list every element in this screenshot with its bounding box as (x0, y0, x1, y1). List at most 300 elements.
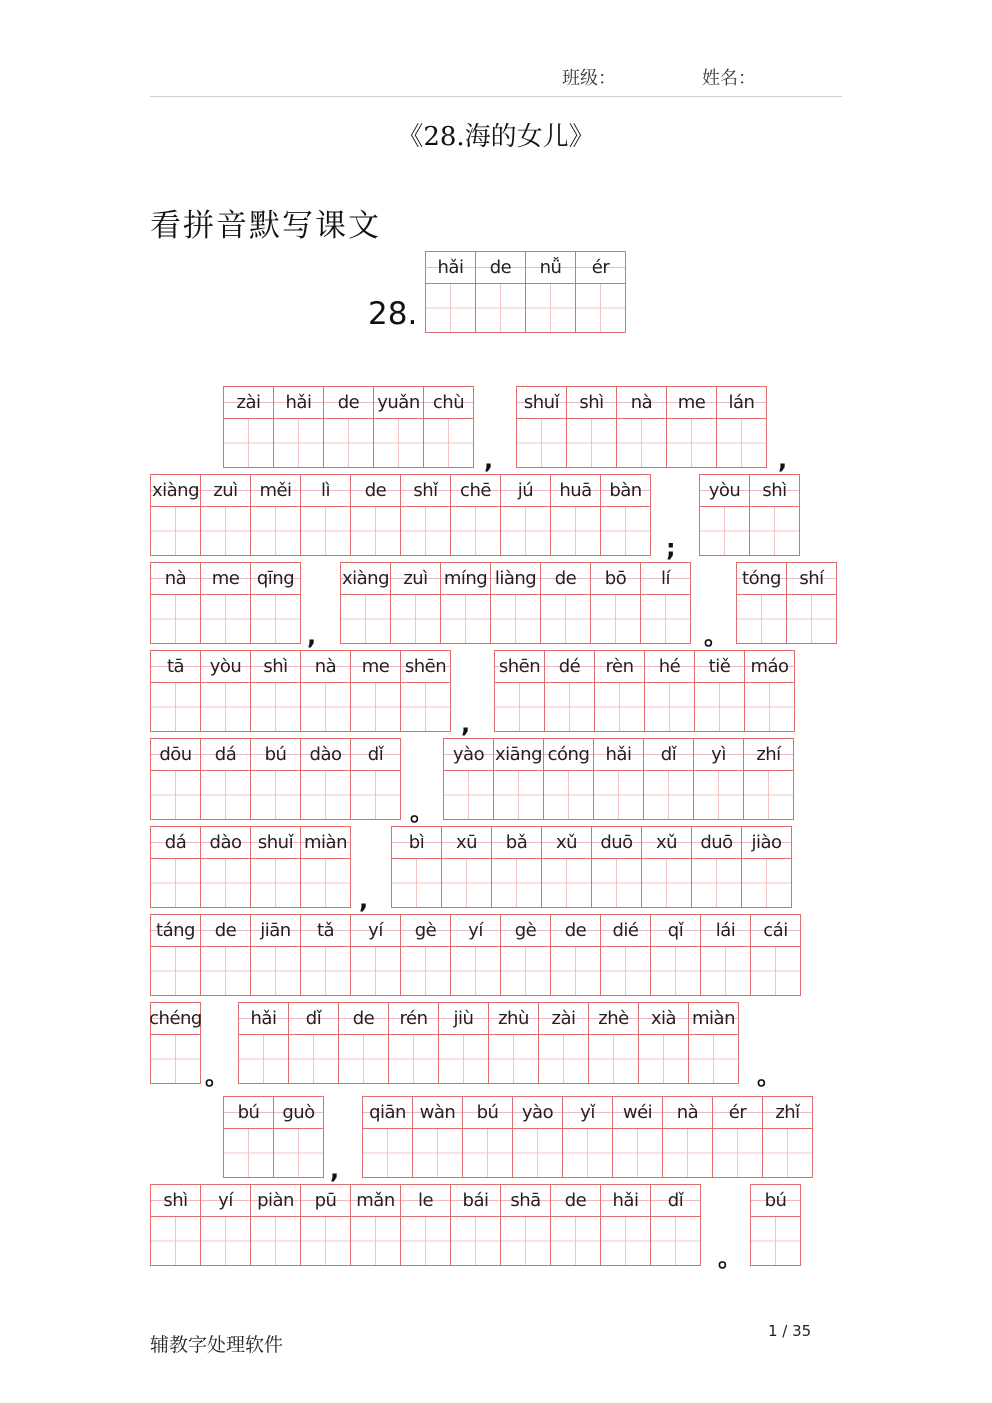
pinyin-label: nà (151, 563, 200, 595)
hanzi-writing-box[interactable] (642, 859, 691, 907)
pinyin-label: zài (224, 387, 273, 419)
hanzi-writing-box[interactable] (201, 771, 250, 819)
hanzi-writing-box[interactable] (651, 947, 700, 995)
pinyin-label: jiào (742, 827, 791, 859)
pinyin-label: dié (601, 915, 650, 947)
hanzi-writing-box[interactable] (601, 1217, 650, 1265)
pinyin-label: zuì (201, 475, 250, 507)
pinyin-label: shì (567, 387, 616, 419)
hanzi-writing-box[interactable] (592, 859, 641, 907)
hanzi-writing-box[interactable] (239, 1035, 288, 1083)
char-box (412, 1096, 463, 1178)
pinyin-label: bàn (601, 475, 650, 507)
char-box (440, 562, 491, 644)
hanzi-writing-box[interactable] (545, 683, 594, 731)
char-box (400, 474, 451, 556)
hanzi-writing-box[interactable] (742, 859, 791, 907)
char-box (350, 914, 401, 996)
pinyin-label: xǔ (642, 827, 691, 859)
hanzi-writing-box[interactable] (750, 507, 799, 555)
hanzi-writing-box[interactable] (492, 859, 541, 907)
char-box (250, 1184, 301, 1266)
char-box-group (425, 251, 625, 333)
pinyin-label: ér (576, 252, 625, 284)
pinyin-label: ér (713, 1097, 762, 1129)
char-box (200, 474, 251, 556)
char-box (250, 474, 301, 556)
pinyin-label: tǎ (301, 915, 350, 947)
hanzi-writing-box[interactable] (717, 419, 766, 467)
pinyin-label: de (351, 475, 400, 507)
hanzi-writing-box[interactable] (301, 771, 350, 819)
hanzi-writing-box[interactable] (341, 595, 390, 643)
pinyin-label: yòu (201, 651, 250, 683)
pinyin-label: jiān (251, 915, 300, 947)
hanzi-writing-box[interactable] (351, 947, 400, 995)
hanzi-writing-box[interactable] (551, 947, 600, 995)
pinyin-label: de (551, 915, 600, 947)
pinyin-label: bú (224, 1097, 273, 1129)
hanzi-writing-box[interactable] (251, 771, 300, 819)
char-box (390, 562, 441, 644)
hanzi-writing-box[interactable] (667, 419, 716, 467)
pinyin-label: miàn (301, 827, 350, 859)
hanzi-writing-box[interactable] (745, 683, 794, 731)
char-box (441, 826, 492, 908)
char-box (300, 650, 351, 732)
char-box (362, 1096, 413, 1178)
punctuation-mark: ; (666, 534, 676, 562)
hanzi-writing-box[interactable] (601, 947, 650, 995)
hanzi-writing-box[interactable] (737, 595, 786, 643)
hanzi-writing-box[interactable] (401, 507, 450, 555)
char-box (640, 562, 691, 644)
hanzi-writing-box[interactable] (501, 1217, 550, 1265)
hanzi-writing-box[interactable] (201, 859, 250, 907)
hanzi-writing-box[interactable] (451, 507, 500, 555)
hanzi-writing-box[interactable] (224, 419, 273, 467)
hanzi-writing-box[interactable] (151, 595, 200, 643)
char-box-group (150, 650, 450, 732)
pinyin-label: shā (501, 1185, 550, 1217)
hanzi-writing-box[interactable] (251, 507, 300, 555)
pinyin-label: máo (745, 651, 794, 683)
hanzi-writing-box[interactable] (551, 1217, 600, 1265)
char-box-group (699, 474, 799, 556)
hanzi-writing-box[interactable] (274, 419, 323, 467)
hanzi-writing-box[interactable] (351, 683, 400, 731)
pinyin-label: yǐ (563, 1097, 612, 1129)
char-box (250, 826, 301, 908)
pinyin-label: dǐ (289, 1003, 338, 1035)
char-box (544, 650, 595, 732)
pinyin-label: yí (201, 1185, 250, 1217)
hanzi-writing-box[interactable] (324, 419, 373, 467)
char-box (340, 562, 391, 644)
pinyin-label: tiě (695, 651, 744, 683)
char-box (762, 1096, 813, 1178)
char-box (200, 562, 251, 644)
pinyin-label: lí (641, 563, 690, 595)
char-box (491, 826, 542, 908)
char-box (493, 738, 544, 820)
hanzi-writing-box[interactable] (301, 947, 350, 995)
hanzi-writing-box[interactable] (201, 1217, 250, 1265)
char-box (643, 738, 694, 820)
hanzi-writing-box[interactable] (663, 1129, 712, 1177)
hanzi-writing-box[interactable] (542, 859, 591, 907)
hanzi-writing-box[interactable] (591, 595, 640, 643)
char-box (494, 650, 545, 732)
hanzi-writing-box[interactable] (251, 595, 300, 643)
hanzi-writing-box[interactable] (744, 771, 793, 819)
char-box (750, 914, 801, 996)
char-box (350, 474, 401, 556)
hanzi-writing-box[interactable] (494, 771, 543, 819)
pinyin-label: zuì (391, 563, 440, 595)
hanzi-writing-box[interactable] (694, 771, 743, 819)
char-box (736, 562, 787, 644)
char-box (512, 1096, 563, 1178)
pinyin-label: jiù (439, 1003, 488, 1035)
char-box (288, 1002, 339, 1084)
hanzi-writing-box[interactable] (476, 284, 525, 332)
char-box-group (391, 826, 791, 908)
pinyin-label: tā (151, 651, 200, 683)
char-box (273, 386, 324, 468)
pinyin-label: yí (451, 915, 500, 947)
char-box (150, 1002, 201, 1084)
pinyin-label: de (541, 563, 590, 595)
hanzi-writing-box[interactable] (501, 507, 550, 555)
hanzi-writing-box[interactable] (613, 1129, 662, 1177)
hanzi-writing-box[interactable] (713, 1129, 762, 1177)
hanzi-writing-box[interactable] (601, 507, 650, 555)
hanzi-writing-box[interactable] (289, 1035, 338, 1083)
hanzi-writing-box[interactable] (201, 507, 250, 555)
pinyin-label: rén (389, 1003, 438, 1035)
hanzi-writing-box[interactable] (401, 947, 450, 995)
hanzi-writing-box[interactable] (639, 1035, 688, 1083)
hanzi-writing-box[interactable] (251, 947, 300, 995)
hanzi-writing-box[interactable] (401, 683, 450, 731)
hanzi-writing-box[interactable] (689, 1035, 738, 1083)
char-box (150, 474, 201, 556)
pinyin-label: mǎn (351, 1185, 400, 1217)
hanzi-writing-box[interactable] (451, 1217, 500, 1265)
hanzi-writing-box[interactable] (351, 771, 400, 819)
char-box (540, 562, 591, 644)
hanzi-writing-box[interactable] (413, 1129, 462, 1177)
pinyin-label: qǐ (651, 915, 700, 947)
hanzi-writing-box[interactable] (151, 771, 200, 819)
pinyin-label: le (401, 1185, 450, 1217)
pinyin-label: wéi (613, 1097, 662, 1129)
page-title: 《28.海的女儿》 (397, 122, 595, 152)
hanzi-writing-box[interactable] (787, 595, 836, 643)
pinyin-label: shì (251, 651, 300, 683)
hanzi-writing-box[interactable] (301, 859, 350, 907)
char-box (273, 1096, 324, 1178)
hanzi-writing-box[interactable] (201, 683, 250, 731)
hanzi-writing-box[interactable] (251, 1217, 300, 1265)
char-box-group (150, 474, 650, 556)
hanzi-writing-box[interactable] (389, 1035, 438, 1083)
char-box (250, 914, 301, 996)
pinyin-label: de (201, 915, 250, 947)
hanzi-writing-box[interactable] (251, 683, 300, 731)
hanzi-writing-box[interactable] (339, 1035, 388, 1083)
pinyin-label: bái (451, 1185, 500, 1217)
hanzi-writing-box[interactable] (576, 284, 625, 332)
hanzi-writing-box[interactable] (617, 419, 666, 467)
char-box (300, 826, 351, 908)
pinyin-label: dá (201, 739, 250, 771)
char-box (550, 914, 601, 996)
punctuation-mark: , (307, 622, 317, 650)
char-box (150, 650, 201, 732)
char-box-group (150, 738, 400, 820)
punctuation-mark: , (778, 446, 788, 474)
char-box (650, 1184, 701, 1266)
hanzi-writing-box[interactable] (551, 507, 600, 555)
char-box (200, 650, 251, 732)
name-label: 姓名： (702, 68, 756, 89)
char-box (638, 1002, 689, 1084)
char-box (593, 738, 644, 820)
hanzi-writing-box[interactable] (513, 1129, 562, 1177)
hanzi-writing-box[interactable] (763, 1129, 812, 1177)
pinyin-label: me (667, 387, 716, 419)
char-box (150, 738, 201, 820)
hanzi-writing-box[interactable] (201, 947, 250, 995)
hanzi-writing-box[interactable] (301, 1217, 350, 1265)
pinyin-label: wàn (413, 1097, 462, 1129)
hanzi-writing-box[interactable] (151, 683, 200, 731)
hanzi-writing-box[interactable] (151, 507, 200, 555)
char-box (400, 650, 451, 732)
pinyin-label: zhè (589, 1003, 638, 1035)
hanzi-writing-box[interactable] (301, 683, 350, 731)
hanzi-writing-box[interactable] (501, 947, 550, 995)
pinyin-label: bú (251, 739, 300, 771)
char-box (694, 650, 745, 732)
pinyin-label: xià (639, 1003, 688, 1035)
char-box (786, 562, 837, 644)
punctuation-mark: 。 (718, 1244, 742, 1272)
hanzi-writing-box[interactable] (439, 1035, 488, 1083)
punctuation-mark: , (330, 1156, 340, 1184)
char-box-group (494, 650, 794, 732)
pinyin-label: yuǎn (374, 387, 423, 419)
pinyin-label: xiàng (151, 475, 200, 507)
hanzi-writing-box[interactable] (495, 683, 544, 731)
punctuation-mark: , (359, 886, 369, 914)
char-box (475, 251, 526, 333)
pinyin-label: dōu (151, 739, 200, 771)
char-box-group (223, 386, 473, 468)
hanzi-writing-box[interactable] (151, 947, 200, 995)
char-box (400, 914, 451, 996)
hanzi-writing-box[interactable] (701, 947, 750, 995)
hanzi-writing-box[interactable] (751, 947, 800, 995)
char-box (200, 914, 251, 996)
char-box (350, 738, 401, 820)
hanzi-writing-box[interactable] (491, 595, 540, 643)
char-box (600, 1184, 651, 1266)
hanzi-writing-box[interactable] (442, 859, 491, 907)
pinyin-label: nà (663, 1097, 712, 1129)
pinyin-label: cóng (544, 739, 593, 771)
pinyin-label: xiāng (494, 739, 543, 771)
punctuation-mark: 。 (205, 1062, 229, 1090)
char-box (741, 826, 792, 908)
pinyin-label: bō (591, 563, 640, 595)
pinyin-label: dào (301, 739, 350, 771)
hanzi-writing-box[interactable] (539, 1035, 588, 1083)
pinyin-label: hé (645, 651, 694, 683)
hanzi-writing-box[interactable] (151, 1035, 200, 1083)
hanzi-writing-box[interactable] (424, 419, 473, 467)
hanzi-writing-box[interactable] (645, 683, 694, 731)
char-box (450, 474, 501, 556)
pinyin-label: dá (151, 827, 200, 859)
hanzi-writing-box[interactable] (692, 859, 741, 907)
pinyin-label: pū (301, 1185, 350, 1217)
pinyin-label: míng (441, 563, 490, 595)
hanzi-writing-box[interactable] (251, 859, 300, 907)
hanzi-writing-box[interactable] (351, 1217, 400, 1265)
char-box-group (223, 1096, 323, 1178)
hanzi-writing-box[interactable] (541, 595, 590, 643)
pinyin-label: gè (401, 915, 450, 947)
punctuation-mark: 。 (704, 622, 728, 650)
char-box (443, 738, 494, 820)
pinyin-label: zài (539, 1003, 588, 1035)
hanzi-writing-box[interactable] (594, 771, 643, 819)
hanzi-writing-box[interactable] (363, 1129, 412, 1177)
char-box-group (150, 826, 350, 908)
pinyin-label: hǎi (426, 252, 475, 284)
pinyin-label: piàn (251, 1185, 300, 1217)
char-box (749, 474, 800, 556)
char-box (450, 1184, 501, 1266)
char-box (644, 650, 695, 732)
char-box (700, 914, 751, 996)
char-box (562, 1096, 613, 1178)
hanzi-writing-box[interactable] (589, 1035, 638, 1083)
punctuation-mark: 。 (757, 1062, 781, 1090)
char-box (300, 738, 351, 820)
hanzi-writing-box[interactable] (595, 683, 644, 731)
hanzi-writing-box[interactable] (391, 595, 440, 643)
hanzi-writing-box[interactable] (517, 419, 566, 467)
char-box (200, 1184, 251, 1266)
char-box-group (150, 562, 300, 644)
hanzi-writing-box[interactable] (751, 1217, 800, 1265)
pinyin-label: shuǐ (251, 827, 300, 859)
pinyin-label: xū (442, 827, 491, 859)
hanzi-writing-box[interactable] (392, 859, 441, 907)
pinyin-label: lì (301, 475, 350, 507)
hanzi-writing-box[interactable] (374, 419, 423, 467)
pinyin-label: dǐ (351, 739, 400, 771)
char-box (594, 650, 645, 732)
char-box (525, 251, 576, 333)
pinyin-label: shēn (495, 651, 544, 683)
char-box (200, 738, 251, 820)
hanzi-writing-box[interactable] (544, 771, 593, 819)
char-box (250, 650, 301, 732)
hanzi-writing-box[interactable] (301, 507, 350, 555)
hanzi-writing-box[interactable] (151, 859, 200, 907)
hanzi-writing-box[interactable] (444, 771, 493, 819)
char-box (699, 474, 750, 556)
char-box (662, 1096, 713, 1178)
hanzi-writing-box[interactable] (351, 507, 400, 555)
char-box (641, 826, 692, 908)
pinyin-label: hǎi (594, 739, 643, 771)
pinyin-label: zhí (744, 739, 793, 771)
hanzi-writing-box[interactable] (567, 419, 616, 467)
hanzi-writing-box[interactable] (563, 1129, 612, 1177)
char-box (650, 914, 701, 996)
char-box (238, 1002, 289, 1084)
hanzi-writing-box[interactable] (489, 1035, 538, 1083)
hanzi-writing-box[interactable] (644, 771, 693, 819)
pinyin-label: dào (201, 827, 250, 859)
char-box (300, 914, 351, 996)
char-box (150, 826, 201, 908)
hanzi-writing-box[interactable] (274, 1129, 323, 1177)
hanzi-writing-box[interactable] (441, 595, 490, 643)
hanzi-writing-box[interactable] (224, 1129, 273, 1177)
hanzi-writing-box[interactable] (526, 284, 575, 332)
pinyin-label: chù (424, 387, 473, 419)
char-box (500, 914, 551, 996)
pinyin-label: nà (617, 387, 666, 419)
char-box (150, 562, 201, 644)
char-box (323, 386, 374, 468)
char-box-group (150, 1002, 200, 1084)
hanzi-writing-box[interactable] (695, 683, 744, 731)
hanzi-writing-box[interactable] (201, 595, 250, 643)
punctuation-mark: , (484, 446, 494, 474)
pinyin-label: yào (513, 1097, 562, 1129)
pinyin-label: chē (451, 475, 500, 507)
char-box (600, 474, 651, 556)
char-box (616, 386, 667, 468)
char-box (462, 1096, 513, 1178)
punctuation-mark: 。 (410, 798, 434, 826)
char-box (588, 1002, 639, 1084)
hanzi-writing-box[interactable] (401, 1217, 450, 1265)
pinyin-label: cái (751, 915, 800, 947)
hanzi-writing-box[interactable] (700, 507, 749, 555)
hanzi-writing-box[interactable] (451, 947, 500, 995)
hanzi-writing-box[interactable] (463, 1129, 512, 1177)
pinyin-label: me (201, 563, 250, 595)
pinyin-label: jú (501, 475, 550, 507)
pinyin-label: lái (701, 915, 750, 947)
pinyin-label: tóng (737, 563, 786, 595)
hanzi-writing-box[interactable] (426, 284, 475, 332)
hanzi-writing-box[interactable] (151, 1217, 200, 1265)
hanzi-writing-box[interactable] (651, 1217, 700, 1265)
hanzi-writing-box[interactable] (641, 595, 690, 643)
pinyin-label: de (324, 387, 373, 419)
char-box (566, 386, 617, 468)
